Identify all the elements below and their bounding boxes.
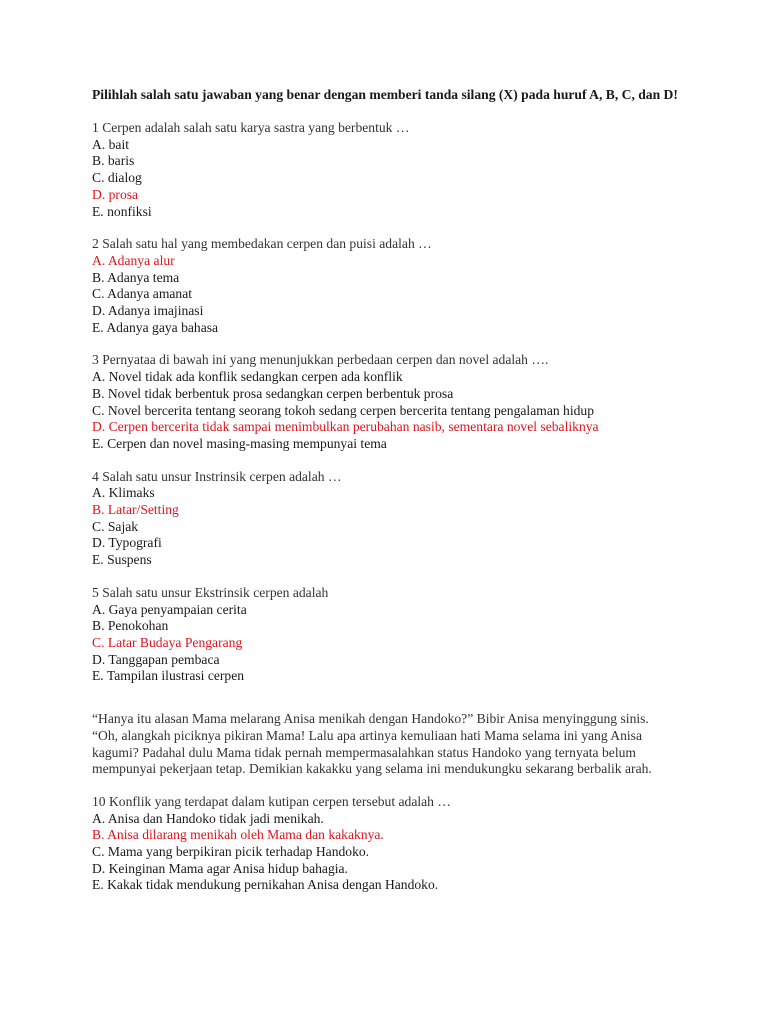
answer-option-correct: B. Latar/Setting xyxy=(92,502,179,518)
question-text: 4 Salah satu unsur Instrinsik cerpen adalah … xyxy=(92,468,342,484)
answer-option: E. nonfiksi xyxy=(92,203,152,219)
questions-part-2 xyxy=(92,794,732,894)
answer-option: B. Novel tidak berbentuk prosa sedangkan cerpen berbentuk prosa xyxy=(92,385,454,401)
answer-option: B. Adanya tema xyxy=(92,269,180,285)
answer-option-correct: C. Latar Budaya Pengarang xyxy=(92,634,243,650)
question-text: 5 Salah satu unsur Ekstrinsik cerpen adalah xyxy=(92,584,329,600)
answer-option: A. Anisa dan Handoko tidak jadi menikah. xyxy=(92,810,324,826)
answer-option: E. Tampilan ilustrasi cerpen xyxy=(92,668,245,684)
question-text: 10 Konflik yang terdapat dalam kutipan cerpen tersebut adalah … xyxy=(92,793,451,809)
question-block xyxy=(92,469,732,569)
answer-option-correct: D. Cerpen bercerita tidak sampai menimbulkan perubahan nasib, sementara novel sebaliknya xyxy=(92,419,599,435)
answer-option: C. Adanya amanat xyxy=(92,286,193,302)
answer-option: A. Klimaks xyxy=(92,485,155,501)
story-excerpt: “Hanya itu alasan Mama melarang Anisa menikah dengan Handoko?” Bibir Anisa menyinggung sinis. “Oh, alangkah piciknya pikiran Mama! Lalu apa artinya kemuliaan hati Mama selama ini yang Anisa kagumi? Padahal dulu Mama tidak pernah mempermasalahkan status Handoko yang ternyata belum mempunyai pekerjaan tetap. Demikian kakakku yang selama ini mendukungku sekarang berbalik arah. xyxy=(92,711,652,777)
question-block xyxy=(92,352,732,452)
answer-option: E. Suspens xyxy=(92,552,152,568)
answer-option: D. Keinginan Mama agar Anisa hidup bahagia. xyxy=(92,860,348,876)
answer-option: E. Kakak tidak mendukung pernikahan Anisa dengan Handoko. xyxy=(92,877,439,893)
questions-part-1 xyxy=(92,120,732,685)
answer-option-correct: A. Adanya alur xyxy=(92,252,175,268)
answer-option: A. Novel tidak ada konflik sedangkan cerpen ada konflik xyxy=(92,369,403,385)
document-page xyxy=(92,86,732,910)
answer-option: E. Adanya gaya bahasa xyxy=(92,319,219,335)
answer-option: D. Adanya imajinasi xyxy=(92,303,204,319)
answer-option: D. Typografi xyxy=(92,535,162,551)
question-block xyxy=(92,585,732,685)
answer-option: C. Mama yang berpikiran picik terhadap Handoko. xyxy=(92,844,370,860)
question-block xyxy=(92,794,732,894)
question-text: 2 Salah satu hal yang membedakan cerpen dan puisi adalah … xyxy=(92,236,432,252)
answer-option: C. Sajak xyxy=(92,518,139,534)
question-block xyxy=(92,236,732,336)
question-text: 3 Pernyataa di bawah ini yang menunjukkan perbedaan cerpen dan novel adalah …. xyxy=(92,352,549,368)
answer-option: E. Cerpen dan novel masing-masing mempunyai tema xyxy=(92,435,387,451)
instruction-text: Pilihlah salah satu jawaban yang benar dengan memberi tanda silang (X) pada huruf A, B, C, dan D! xyxy=(92,87,678,102)
answer-option-correct: B. Anisa dilarang menikah oleh Mama dan kakaknya. xyxy=(92,827,384,843)
question-block xyxy=(92,120,732,220)
answer-option: C. dialog xyxy=(92,170,142,186)
answer-option: B. Penokohan xyxy=(92,618,169,634)
answer-option: C. Novel bercerita tentang seorang tokoh sedang cerpen bercerita tentang pengalaman hidup xyxy=(92,402,595,418)
answer-option: A. Gaya penyampaian cerita xyxy=(92,601,247,617)
answer-option-correct: D. prosa xyxy=(92,186,139,202)
question-text: 1 Cerpen adalah salah satu karya sastra yang berbentuk … xyxy=(92,120,410,135)
answer-option: D. Tanggapan pembaca xyxy=(92,651,220,667)
answer-option: A. bait xyxy=(92,136,129,152)
answer-option: B. baris xyxy=(92,153,135,169)
